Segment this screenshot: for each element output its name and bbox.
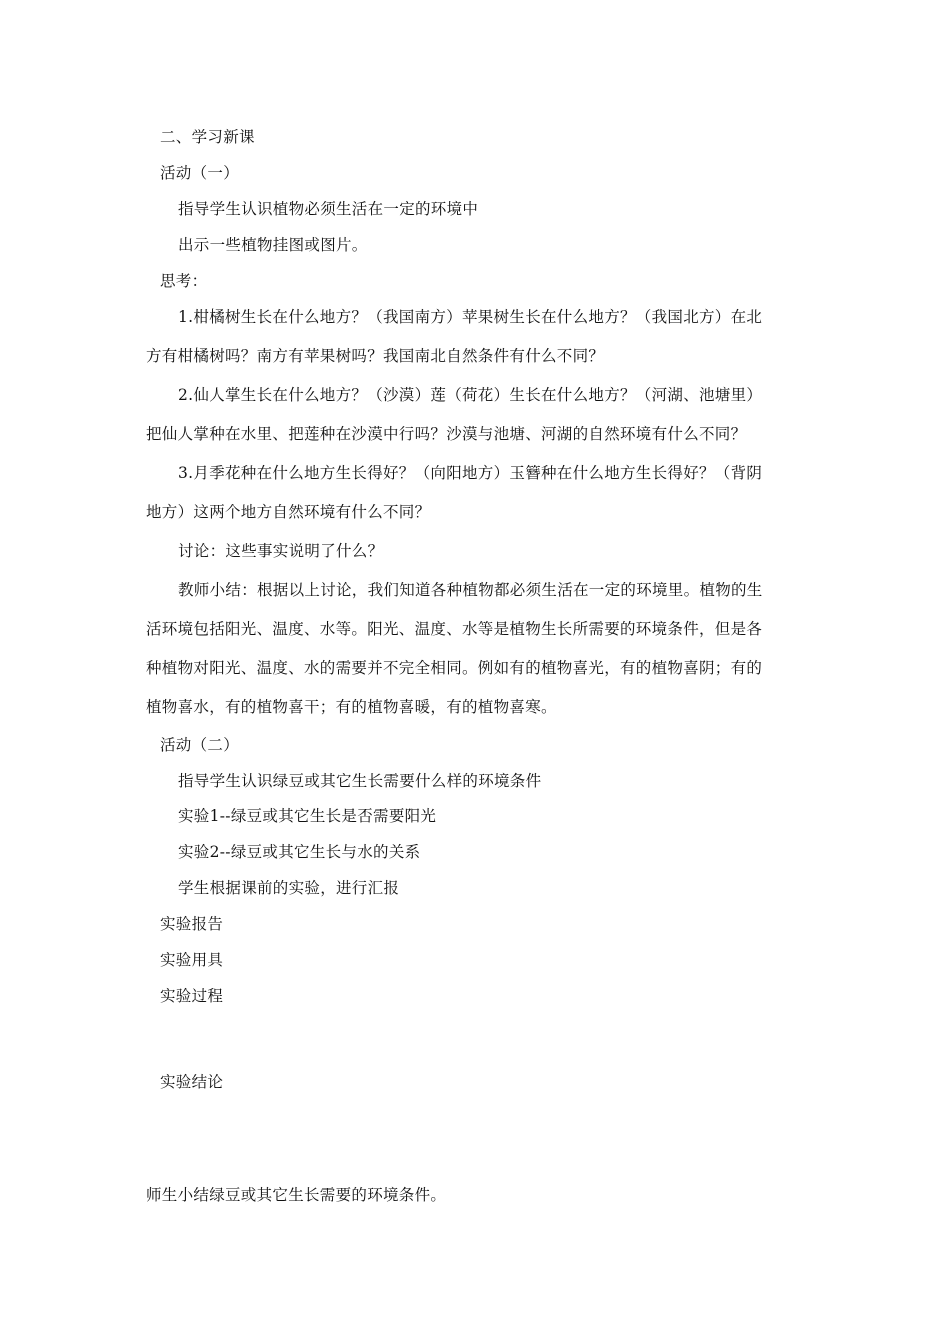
teacher-summary-line1: 教师小结：根据以上讨论，我们知道各种植物都必须生活在一定的环境里。植物的生 bbox=[178, 581, 763, 599]
section-title: 二、学习新课 bbox=[160, 128, 255, 146]
experiment2: 实验2--绿豆或其它生长与水的关系 bbox=[178, 843, 421, 861]
final-summary: 师生小结绿豆或其它生长需要的环境条件。 bbox=[146, 1186, 447, 1204]
discussion: 讨论：这些事实说明了什么？ bbox=[178, 542, 384, 560]
teacher-summary-line4: 植物喜水，有的植物喜干；有的植物喜暖，有的植物喜寒。 bbox=[146, 698, 557, 716]
activity2-intro: 指导学生认识绿豆或其它生长需要什么样的环境条件 bbox=[178, 772, 542, 790]
experiment-conclusion: 实验结论 bbox=[160, 1073, 224, 1091]
teacher-summary-line3: 种植物对阳光、温度、水的需要并不完全相同。例如有的植物喜光，有的植物喜阴；有的 bbox=[146, 659, 763, 677]
report-intro: 学生根据课前的实验，进行汇报 bbox=[178, 879, 400, 897]
question1-line2: 方有柑橘树吗？南方有苹果树吗？我国南北自然条件有什么不同？ bbox=[146, 347, 605, 365]
question2-line2: 把仙人掌种在水里、把莲种在沙漠中行吗？沙漠与池塘、河湖的自然环境有什么不同？ bbox=[146, 425, 747, 443]
activity2-heading: 活动（二） bbox=[160, 736, 240, 754]
question1-line1: 1.柑橘树生长在什么地方？（我国南方）苹果树生长在什么地方？（我国北方）在北 bbox=[178, 308, 763, 326]
activity1-intro: 指导学生认识植物必须生活在一定的环境中 bbox=[178, 200, 479, 218]
experiment1: 实验1--绿豆或其它生长是否需要阳光 bbox=[178, 807, 437, 825]
teacher-summary-line2: 活环境包括阳光、温度、水等。阳光、温度、水等是植物生长所需要的环境条件，但是各 bbox=[146, 620, 763, 638]
activity1-heading: 活动（一） bbox=[160, 164, 240, 182]
experiment-process: 实验过程 bbox=[160, 987, 224, 1005]
experiment-report: 实验报告 bbox=[160, 915, 224, 933]
question3-line2: 地方）这两个地方自然环境有什么不同？ bbox=[146, 503, 431, 521]
activity1-show: 出示一些植物挂图或图片。 bbox=[178, 236, 368, 254]
question2-line1: 2.仙人掌生长在什么地方？（沙漠）莲（荷花）生长在什么地方？（河湖、池塘里） bbox=[178, 386, 763, 404]
question3-line1: 3.月季花种在什么地方生长得好？（向阳地方）玉簪种在什么地方生长得好？（背阴 bbox=[178, 464, 763, 482]
experiment-tools: 实验用具 bbox=[160, 951, 224, 969]
think-label: 思考： bbox=[160, 272, 208, 290]
